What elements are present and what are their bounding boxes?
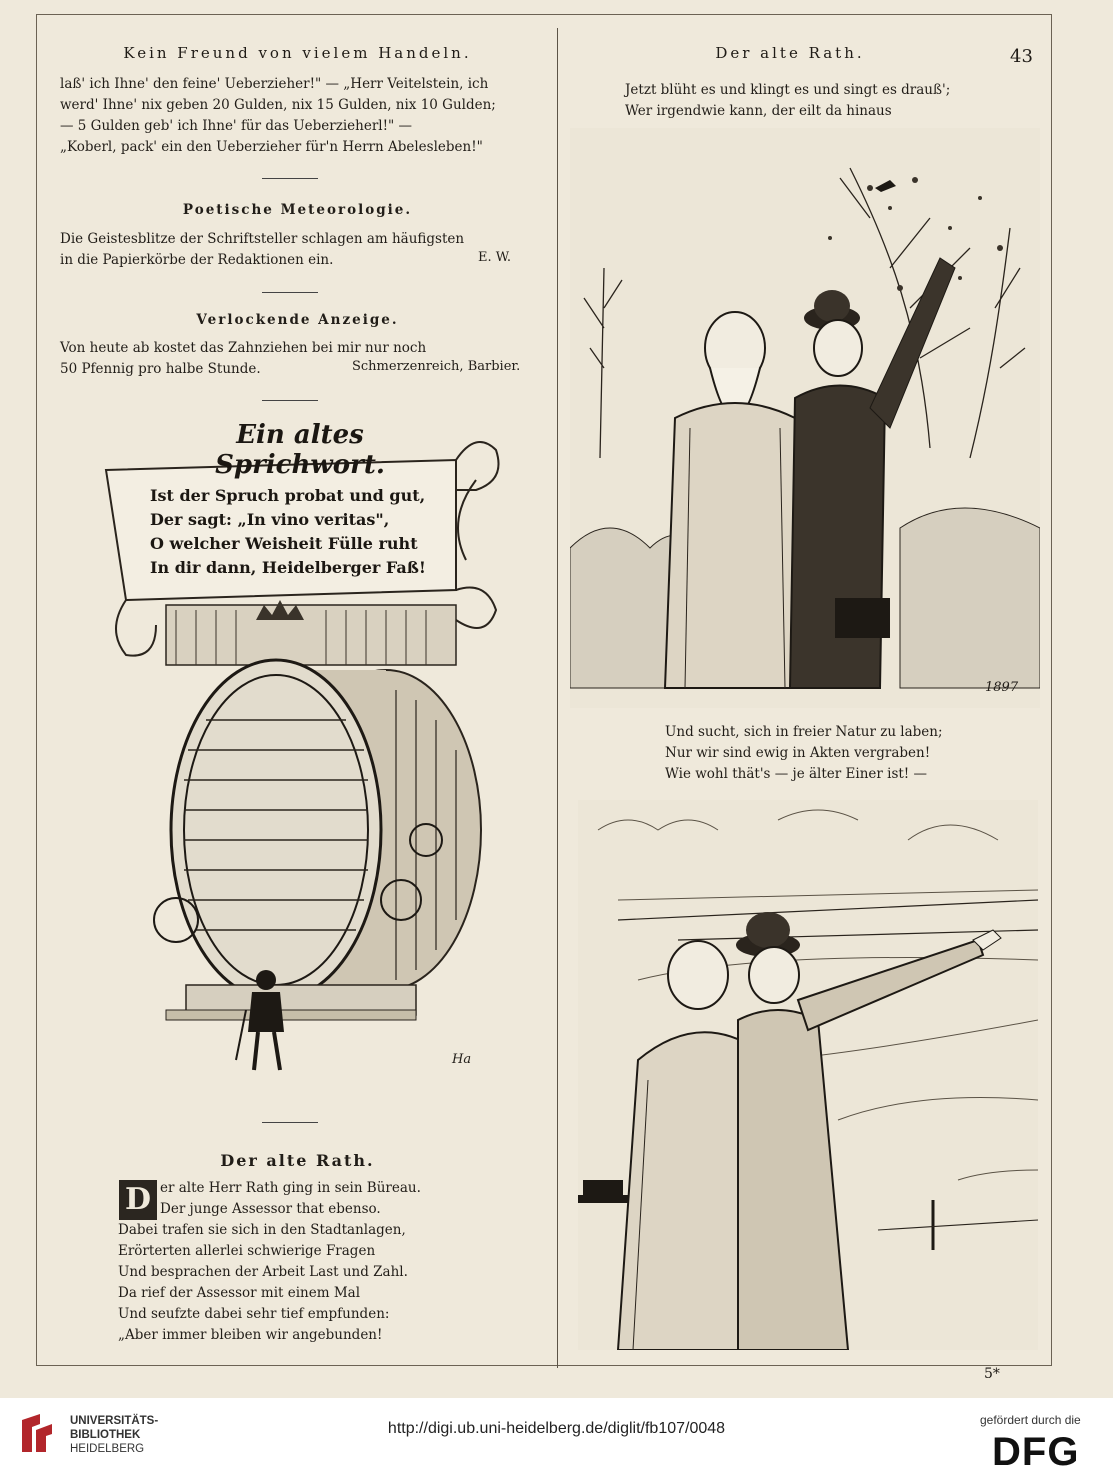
sprichwort-verse-1: Ist der Spruch probat und gut, (150, 486, 426, 505)
pointing-men-landscape-illustration (578, 800, 1038, 1350)
right-running-head: Der alte Rath. (715, 44, 865, 62)
intro-line-2: werd' Ihne' nix geben 20 Gulden, nix 15 Gulden, nix 10 Gulden; (60, 97, 496, 113)
section-rule (262, 1122, 318, 1123)
rath-line-2: Der junge Assessor that ebenso. (160, 1201, 381, 1217)
left-running-head: Kein Freund von vielem Handeln. (123, 44, 472, 62)
meteorologie-signature: E. W. (478, 250, 511, 265)
rath-line-7: Und seufzte dabei sehr tief empfunden: (118, 1306, 390, 1322)
two-men-spring-illustration (570, 128, 1040, 708)
dropcap-letter: D (119, 1180, 157, 1220)
section-rule (262, 178, 318, 179)
digital-copy-url[interactable]: http://digi.ub.uni-heidelberg.de/diglit/fb107/0048 (387, 1420, 726, 1437)
anzeige-line-2: 50 Pfennig pro halbe Stunde. (60, 361, 261, 377)
intro-line-1: laß' ich Ihne' den feine' Ueberzieher!" — „Herr Veitelstein, ich (60, 76, 489, 92)
anzeige-title: Verlockende Anzeige. (196, 312, 399, 328)
sprichwort-title: Ein altes Sprichwort. (215, 420, 385, 480)
rath-line-3: Dabei trafen sie sich in den Stadtanlagen, (118, 1222, 406, 1238)
rath-line-5: Und besprachen der Arbeit Last und Zahl. (118, 1264, 408, 1280)
sheet-signature: 5* (984, 1366, 1000, 1382)
section-rule (262, 292, 318, 293)
rath-line-4: Erörterten allerlei schwierige Fragen (118, 1243, 376, 1259)
rath-title: Der alte Rath. (220, 1151, 375, 1170)
section-rule (262, 400, 318, 401)
right-middle-line-3: Wie wohl thät's — je älter Einer ist! — (665, 766, 928, 782)
anzeige-signature: Schmerzenreich, Barbier. (352, 359, 521, 374)
meteorologie-line-1: Die Geistesblitze der Schriftsteller schlagen am häufigsten (60, 231, 465, 247)
page-number: 43 (1010, 46, 1033, 67)
meteorologie-title: Poetische Meteorologie. (182, 202, 413, 218)
institution-line-3: HEIDELBERG (70, 1443, 145, 1455)
barrel-artist-mark: Ha (452, 1052, 472, 1067)
intro-line-3: — 5 Gulden geb' ich Ihne' für das Ueberzieherl!" — (60, 118, 413, 134)
intro-line-4: „Koberl, pack' ein den Ueberzieher für'n Herrn Abelesleben!" (60, 139, 483, 155)
sprichwort-verse-4: In dir dann, Heidelberger Faß! (150, 558, 426, 577)
anzeige-line-1: Von heute ab kostet das Zahnziehen bei mir nur noch (60, 340, 427, 356)
institution-line-2: BIBLIOTHEK (70, 1429, 141, 1441)
sprichwort-verse-3: O welcher Weisheit Fülle ruht (150, 534, 418, 553)
right-middle-line-2: Nur wir sind ewig in Akten vergraben! (665, 745, 931, 761)
right-top-line-1: Jetzt blüht es und klingt es und singt es drauß'; (625, 82, 951, 98)
right-middle-line-1: Und sucht, sich in freier Natur zu laben; (665, 724, 943, 740)
dfg-logo[interactable]: DFG (992, 1430, 1080, 1474)
rath-line-8: „Aber immer bleiben wir angebunden! (118, 1327, 383, 1343)
sprichwort-verse-2: Der sagt: „In vino veritas", (150, 510, 390, 529)
institution-line-1: UNIVERSITÄTS- (70, 1415, 159, 1427)
rath-line-1: er alte Herr Rath ging in sein Büreau. (160, 1180, 421, 1196)
column-divider (557, 28, 558, 1368)
footer-bar (0, 1398, 1113, 1479)
funding-label: gefördert durch die (980, 1413, 1081, 1427)
meteorologie-line-2: in die Papierkörbe der Redaktionen ein. (60, 252, 334, 268)
right-top-line-2: Wer irgendwie kann, der eilt da hinaus (625, 103, 892, 119)
illustration-year: 1897 (985, 680, 1019, 695)
rath-line-6: Da rief der Assessor mit einem Mal (118, 1285, 361, 1301)
